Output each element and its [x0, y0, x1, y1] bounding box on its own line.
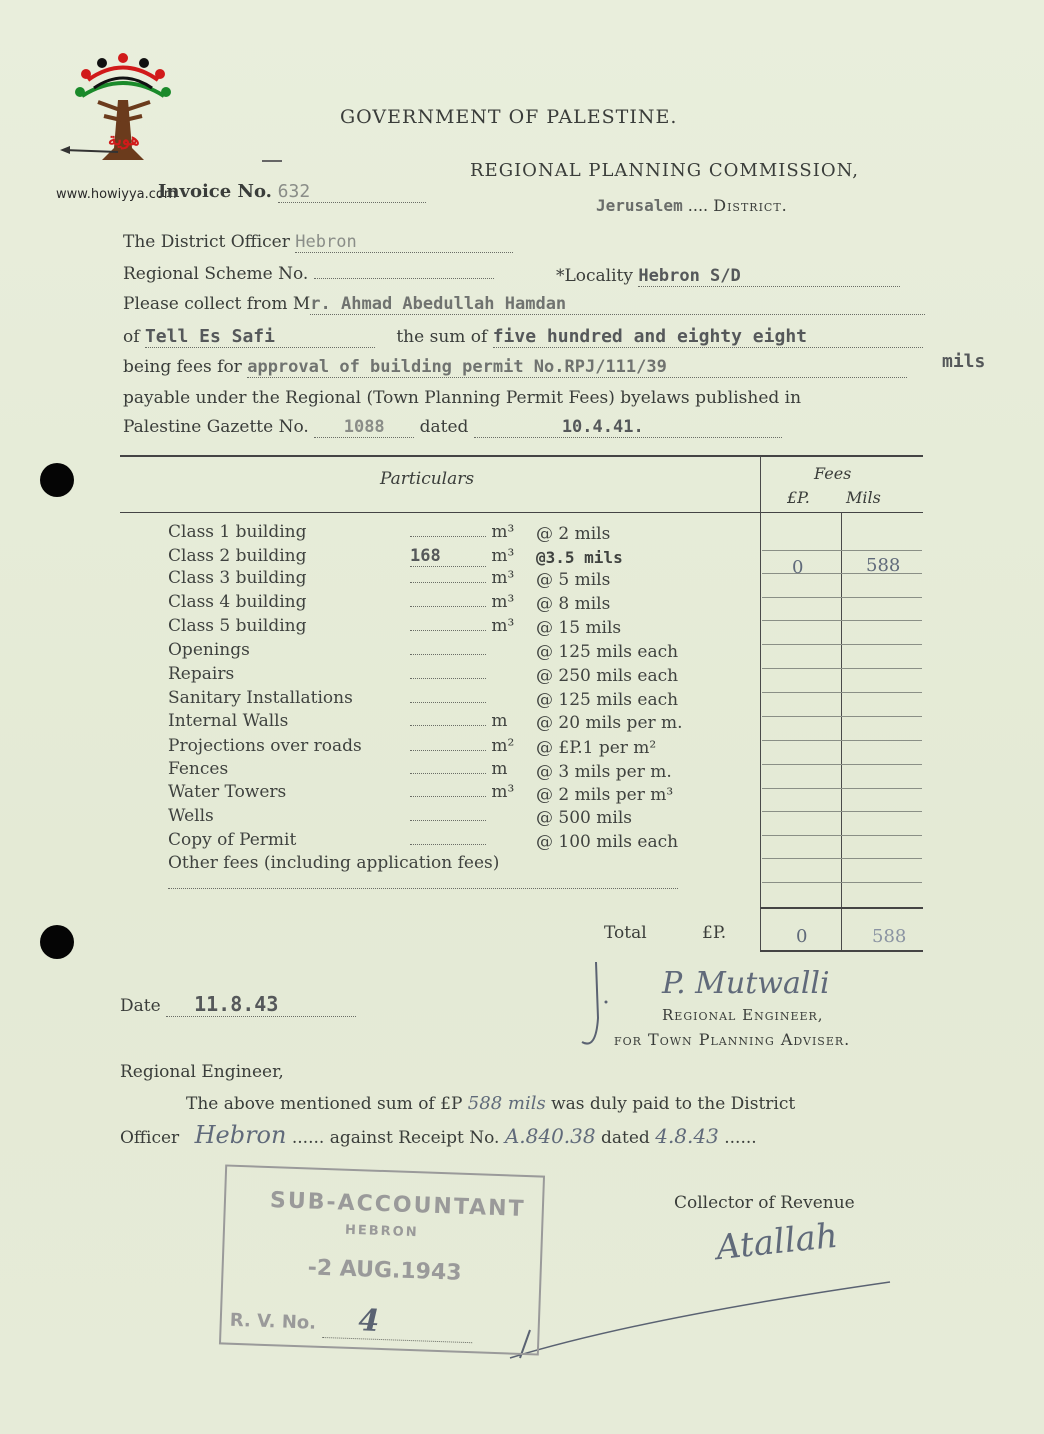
- fee-rowline: [762, 858, 922, 859]
- stamp-rv-line: [229, 1299, 473, 1343]
- gazette-label: Palestine Gazette No.: [123, 417, 309, 437]
- fees-column-left-line: [760, 456, 761, 951]
- locality-label: *Locality: [556, 266, 633, 286]
- scheme-line: [123, 264, 494, 284]
- row-qty-unit: [410, 546, 514, 567]
- row-qty-unit: [410, 522, 514, 542]
- row-label: Copy of Permit: [168, 830, 297, 850]
- row-sanitary: [168, 688, 353, 708]
- row-qty-unit: [410, 830, 486, 850]
- stamp-rv-label: R. V. No.: [229, 1309, 317, 1334]
- engineer-subtitle: for Town Planning Adviser.: [614, 1030, 851, 1049]
- row-qty: [410, 844, 486, 845]
- district-officer-line: [123, 232, 513, 253]
- mils-word: mils: [942, 351, 986, 372]
- row-rate: @ 2 mils per m³: [536, 785, 674, 805]
- row-label: Class 4 building: [168, 592, 307, 612]
- invoice-number: 632: [277, 181, 311, 202]
- row-repairs: [168, 664, 234, 684]
- row-qty: [410, 582, 486, 583]
- date-line: [120, 992, 356, 1017]
- row-label: Openings: [168, 640, 250, 660]
- row-qty: [410, 678, 486, 679]
- lp-header: £P.: [787, 488, 810, 507]
- tree-people-logo-icon: [58, 50, 188, 190]
- signature-swash: [500, 1258, 900, 1368]
- row-qty: [410, 773, 486, 774]
- engineer-signature: P. Mutwalli: [662, 966, 830, 1001]
- mils-header: Mils: [846, 488, 881, 507]
- sum-words: five hundred and eighty eight: [492, 326, 807, 347]
- row-label: Internal Walls: [168, 711, 289, 731]
- row-qty: [410, 796, 486, 797]
- collector-label: Collector of Revenue: [674, 1193, 855, 1213]
- paid-prefix: The above mentioned sum of £P: [186, 1094, 463, 1114]
- fee-rowline: [762, 740, 922, 741]
- row-label: Class 1 building: [168, 522, 307, 542]
- row-unit: m²: [491, 736, 515, 756]
- row-qty-unit: [410, 782, 514, 802]
- date-label: Date: [120, 996, 161, 1016]
- sub-accountant-stamp: [219, 1164, 545, 1355]
- particulars-header: Particulars: [380, 469, 475, 489]
- row-qty-unit: [410, 592, 514, 612]
- officer-name: Hebron: [194, 1121, 287, 1149]
- punch-hole-top: [40, 463, 74, 497]
- paid-amount: 588 mils: [467, 1093, 546, 1114]
- collect-line: [123, 294, 925, 315]
- row-qty-unit: [410, 759, 508, 779]
- row-rate: @ 100 mils each: [536, 832, 679, 852]
- payable-line: payable under the Regional (Town Planning Permit Fees) byelaws published in: [123, 388, 802, 408]
- row-qty-unit: [410, 711, 508, 731]
- row-label: Class 3 building: [168, 568, 307, 588]
- fee-rowline: [762, 597, 922, 598]
- row-qty-unit: [410, 688, 486, 708]
- row-qty: [410, 725, 486, 726]
- row-fences: [168, 759, 228, 779]
- row-label: Projections over roads: [168, 736, 362, 756]
- fee-rowline: [762, 788, 922, 789]
- row-qty: [410, 536, 486, 537]
- fee-rowline: [762, 620, 922, 621]
- fees-for-label: being fees for: [123, 357, 242, 377]
- row-unit: m³: [491, 546, 515, 566]
- logo-arabic-text: هوية: [108, 130, 140, 150]
- table-bottom-rule: [760, 950, 923, 952]
- row-class-1: [168, 522, 307, 542]
- row-qty: [410, 654, 486, 655]
- government-title: GOVERNMENT OF PALESTINE.: [340, 106, 678, 128]
- row-rate: @ 125 mils each: [536, 642, 679, 662]
- row-class-4: [168, 592, 307, 612]
- stamp-line1: SUB-ACCOUNTANT: [269, 1188, 526, 1222]
- row-projections: [168, 736, 362, 756]
- row-rate: @ 125 mils each: [536, 690, 679, 710]
- engineer-title: Regional Engineer,: [662, 1006, 824, 1024]
- row-qty: [410, 606, 486, 607]
- stamp-rv-number: 4: [357, 1303, 380, 1339]
- row-unit: m: [491, 759, 508, 779]
- table-header-rule: [120, 512, 923, 513]
- row-label: Class 2 building: [168, 546, 307, 566]
- of-label: of: [123, 327, 140, 347]
- row-unit: m³: [491, 616, 515, 636]
- row-qty: [410, 820, 486, 821]
- blank-dotted-line: [168, 888, 678, 889]
- officer-line: Officer Hebron ...... against Receipt No. A.840.38 dated 4.8.43 ......: [120, 1121, 757, 1149]
- total-currency: £P.: [702, 923, 727, 943]
- row-rate: @ 3 mils per m.: [536, 762, 672, 782]
- howiyya-logo: [58, 50, 188, 190]
- row-label: Sanitary Installations: [168, 688, 353, 708]
- row-copy-permit: [168, 830, 296, 850]
- total-mils-value: 588: [872, 926, 907, 947]
- row-other-fees: [168, 853, 499, 873]
- row-label: Repairs: [168, 664, 235, 684]
- row-rate: @ 250 mils each: [536, 666, 679, 686]
- initial-scrawl: [574, 958, 614, 1058]
- row-qty: [410, 630, 486, 631]
- receipt-dated-label: dated: [601, 1128, 650, 1148]
- gazette-number: 1088: [343, 417, 385, 437]
- row-label: Class 5 building: [168, 616, 307, 636]
- row-qty-unit: [410, 640, 486, 660]
- district-name: Jerusalem: [596, 196, 683, 215]
- receipt-label: against Receipt No.: [329, 1128, 500, 1148]
- officer-label: Officer: [120, 1128, 180, 1148]
- row-rate: @ 2 mils: [536, 524, 611, 544]
- row-qty-unit: [410, 568, 514, 588]
- fee-lp-value: 0: [792, 557, 804, 578]
- invoice-label: Invoice No.: [158, 181, 272, 202]
- signature-stroke-icon: [500, 1258, 900, 1368]
- stamp-line2: HEBRON: [344, 1222, 419, 1241]
- row-unit: m³: [491, 592, 515, 612]
- sum-label: the sum of: [396, 327, 488, 347]
- row-qty: 168: [410, 546, 486, 567]
- fee-rowline: [762, 550, 922, 551]
- row-rate: @ 20 mils per m.: [536, 713, 683, 733]
- fees-for-value: approval of building permit No.RPJ/111/39: [247, 357, 667, 377]
- collect-name: r. Ahmad Abedullah Hamdan: [310, 294, 567, 314]
- gazette-date: 10.4.41.: [561, 417, 644, 437]
- total-top-rule: [760, 907, 923, 909]
- row-unit: m³: [491, 522, 515, 542]
- row-label: Water Towers: [168, 782, 287, 802]
- row-rate: @ 500 mils: [536, 808, 632, 828]
- row-rate: @ 15 mils: [536, 618, 622, 638]
- fee-rowline: [762, 716, 922, 717]
- row-openings: [168, 640, 250, 660]
- fee-rowline: [762, 644, 922, 645]
- row-qty-unit: [410, 736, 514, 756]
- table-top-rule: [120, 455, 923, 457]
- gazette-line: [123, 417, 782, 438]
- invoice-line: [158, 181, 426, 203]
- row-unit: m: [491, 711, 508, 731]
- row-rate: @ 8 mils: [536, 594, 611, 614]
- row-unit: m³: [491, 568, 515, 588]
- fee-rowline: [762, 835, 922, 836]
- receipt-date: 4.8.43: [655, 1124, 719, 1148]
- row-rate: @ £P.1 per m²: [536, 738, 657, 758]
- row-label: Fences: [168, 759, 229, 779]
- dated-label: dated: [419, 417, 469, 437]
- row-class-2: [168, 546, 307, 566]
- watermark-url: www.howiyya.com: [56, 187, 177, 202]
- row-wells: [168, 806, 214, 826]
- of-place: Tell Es Safi: [144, 326, 275, 347]
- total-label: Total: [604, 923, 647, 943]
- of-line: [123, 326, 923, 348]
- row-class-3: [168, 568, 307, 588]
- row-class-5: [168, 616, 307, 636]
- district-officer-value: Hebron: [295, 232, 357, 252]
- initial-signature-icon: [574, 958, 614, 1058]
- row-rate: @3.5 mils: [536, 548, 623, 567]
- row-water-towers: [168, 782, 286, 802]
- dash-mark: [262, 160, 282, 162]
- row-qty: [410, 750, 486, 751]
- row-label: Other fees (including application fees): [168, 853, 500, 873]
- collect-label: Please collect from M: [123, 294, 311, 314]
- row-rate: @ 5 mils: [536, 570, 611, 590]
- district-label: District.: [713, 196, 788, 215]
- fees-header: Fees: [814, 464, 852, 483]
- fee-mils-value: 588: [866, 555, 901, 576]
- row-qty-unit: [410, 616, 514, 636]
- row-label: Wells: [168, 806, 214, 826]
- row-qty: [410, 702, 486, 703]
- row-qty-unit: [410, 806, 486, 826]
- paid-suffix: was duly paid to the District: [551, 1094, 796, 1114]
- commission-title: REGIONAL PLANNING COMMISSION,: [470, 160, 859, 181]
- punch-hole-bottom: [40, 925, 74, 959]
- collector-signature: Atallah: [714, 1215, 840, 1269]
- row-unit: m³: [491, 782, 515, 802]
- district-officer-label: The District Officer: [123, 232, 290, 252]
- fee-rowline: [762, 811, 922, 812]
- receipt-number: A.840.38: [504, 1124, 596, 1148]
- regional-engineer-label: Regional Engineer,: [120, 1062, 284, 1082]
- locality-line: [556, 266, 900, 287]
- row-internal-walls: [168, 711, 288, 731]
- fee-rowline: [762, 764, 922, 765]
- fee-rowline: [762, 692, 922, 693]
- row-qty-unit: [410, 664, 486, 684]
- fee-rowline: [762, 882, 922, 883]
- total-lp-value: 0: [796, 926, 808, 947]
- scheme-label: Regional Scheme No.: [123, 264, 309, 284]
- date-value: 11.8.43: [194, 992, 279, 1016]
- locality-value: Hebron S/D: [638, 266, 741, 286]
- mils-column-line: [841, 512, 842, 951]
- fees-for-line: [123, 357, 907, 378]
- paid-line: [186, 1093, 795, 1114]
- district-line: Jerusalem .... District.: [596, 196, 788, 215]
- fee-rowline: [762, 668, 922, 669]
- stamp-date: -2 AUG.1943: [307, 1255, 462, 1286]
